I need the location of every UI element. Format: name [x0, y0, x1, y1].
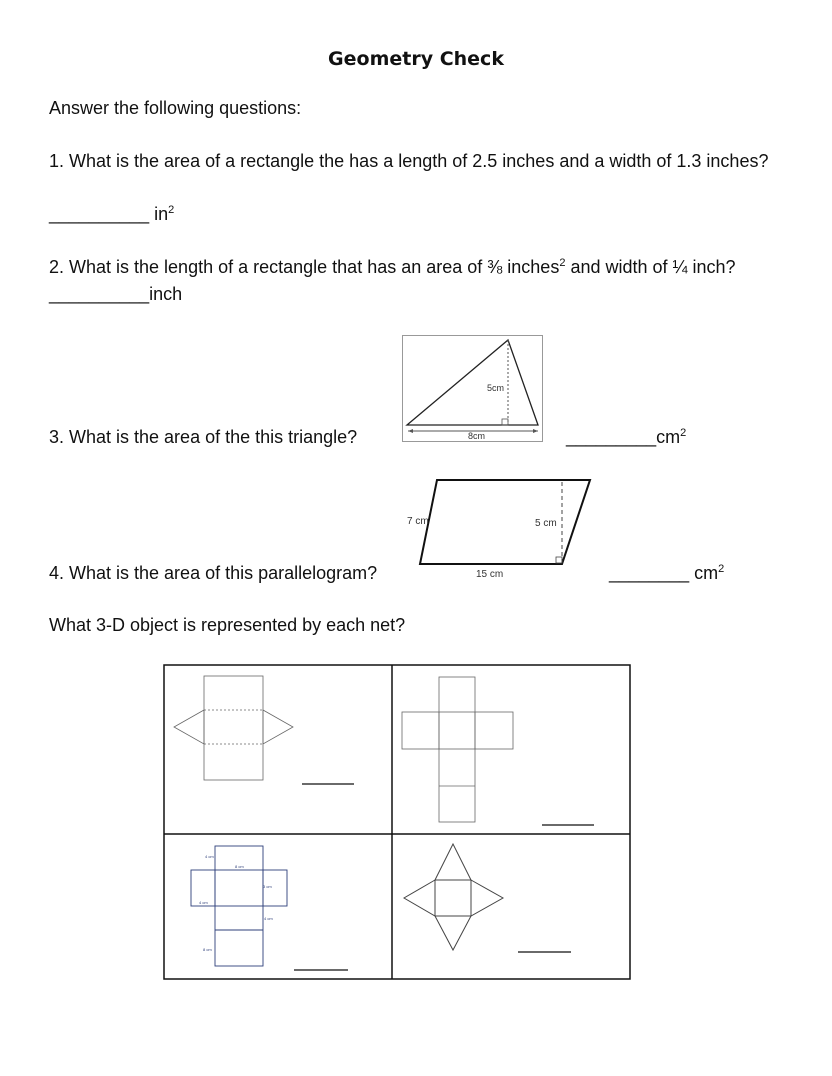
parallelogram-shape — [420, 480, 590, 564]
unit-exponent: 2 — [168, 204, 175, 216]
question-2-exponent: 2 — [559, 257, 566, 269]
triangle-figure — [402, 335, 544, 443]
box-net-label-e: 4 cm — [264, 916, 273, 921]
question-2-text-part1: 2. What is the length of a rectangle that has an area of ⅜ inches — [49, 257, 560, 277]
cube-net — [402, 677, 513, 822]
unit-exponent: 2 — [718, 563, 725, 575]
unit-exponent: 2 — [680, 427, 687, 439]
question-2-text — [49, 254, 736, 280]
triangle-base-label: 8cm — [468, 431, 486, 441]
question-1-answer — [49, 201, 174, 227]
triangle-height-label: 5cm — [487, 383, 505, 393]
question-3-text: 3. What is the area of the this triangle? — [49, 427, 358, 447]
answer-blank[interactable]: __________ — [49, 204, 150, 224]
arrow-right-icon — [533, 429, 538, 433]
answer-unit: in — [154, 204, 169, 224]
answer-blank[interactable]: __________ — [49, 284, 150, 304]
question-4-text: 4. What is the area of this parallelogram? — [49, 563, 378, 583]
box-net-label-a: 4 cm — [205, 854, 214, 859]
answer-unit: cm — [656, 427, 681, 447]
nets-table — [163, 664, 632, 981]
table-border — [164, 665, 630, 979]
answer-blank[interactable]: _________ — [566, 427, 657, 447]
box-net-label-c: 3 cm — [263, 884, 272, 889]
nets-prompt: What 3-D object is represented by each net? — [49, 615, 406, 635]
right-angle-mark — [556, 557, 562, 563]
answer-blank[interactable]: ________ — [609, 563, 690, 583]
box-net-label-b: 8 cm — [235, 864, 244, 869]
question-3-answer — [566, 424, 686, 450]
question-2-text-part2: and width of ¼ inch? — [565, 257, 736, 277]
triangular-prism-net — [174, 676, 293, 780]
answer-unit: cm — [689, 563, 719, 583]
instructions: Answer the following questions: — [49, 98, 302, 118]
parallelogram-height-label: 5 cm — [535, 518, 557, 529]
question-1-text: 1. What is the area of a rectangle the has a length of 2.5 inches and a width of 1.3 inches? — [49, 151, 769, 171]
question-4-answer — [609, 560, 724, 586]
box-net-label-d: 4 cm — [199, 900, 208, 905]
parallelogram-base-label: 15 cm — [476, 569, 504, 580]
arrow-left-icon — [408, 429, 413, 433]
square-pyramid-net — [404, 844, 503, 950]
parallelogram-figure — [400, 474, 600, 584]
box-net-label-f: 8 cm — [203, 947, 212, 952]
triangle-shape — [407, 340, 538, 425]
right-angle-mark — [502, 419, 508, 425]
question-2-answer — [49, 281, 182, 307]
answer-unit: inch — [149, 284, 183, 304]
page-title: Geometry Check — [328, 48, 504, 70]
parallelogram-side-label: 7 cm — [407, 516, 429, 527]
